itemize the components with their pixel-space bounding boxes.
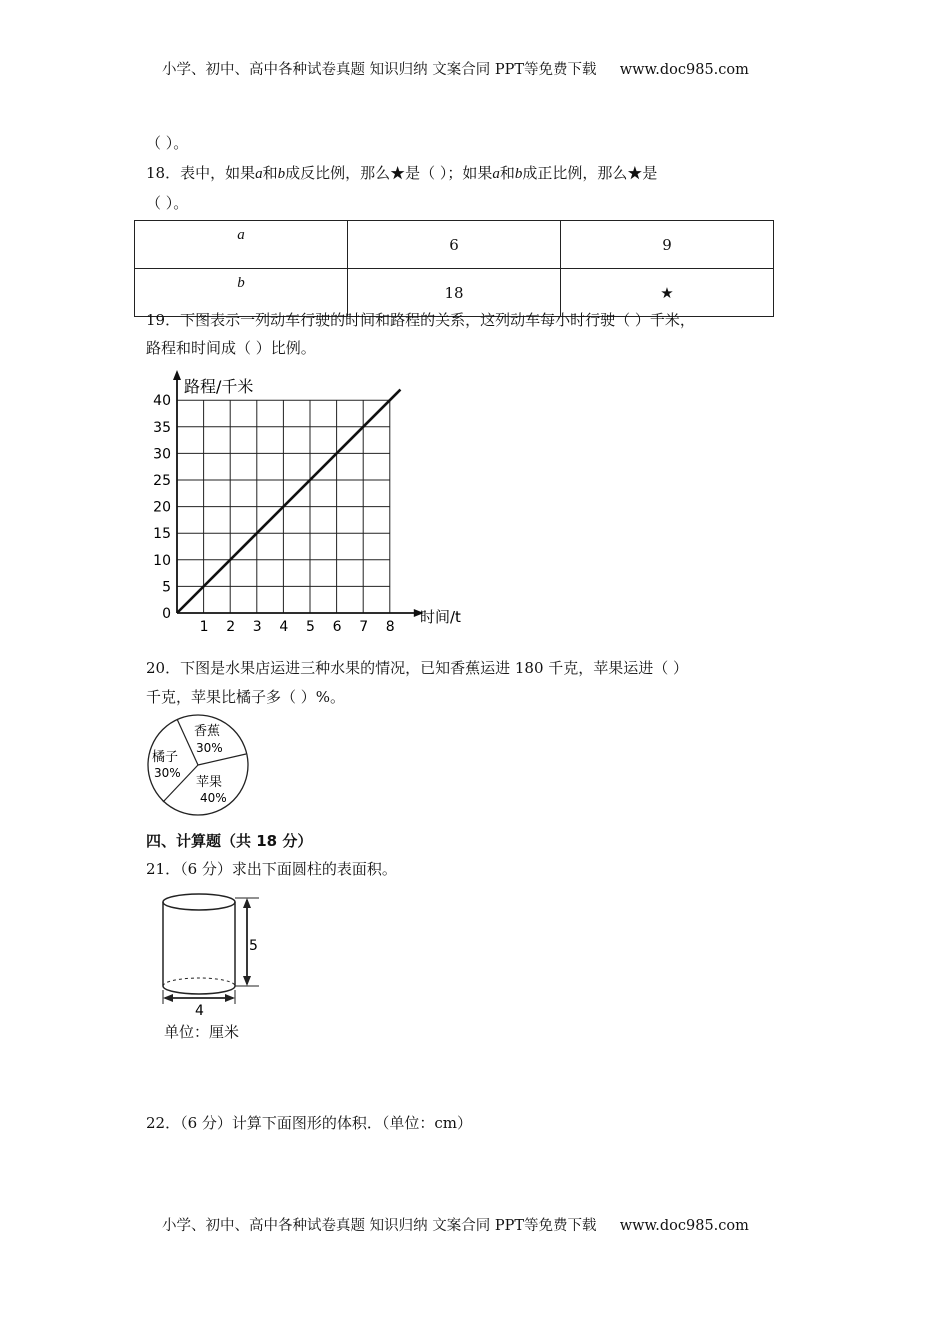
height-label: 5 [249,938,258,954]
series-line [177,390,400,613]
y-tick-label: 30 [153,446,171,463]
chart-line [177,390,400,613]
x-tick-label: 4 [279,619,289,635]
y-tick-label: 25 [153,473,171,489]
q20-line1: 20．下图是水果店运进三种水果的情况，已知香蕉运进 180 千克，苹果运进（ ） [146,659,689,677]
chart-ylabel: 路程/千米 [184,377,254,396]
distance-time-chart [140,368,480,638]
fruit-pie-chart [142,710,254,820]
table-cell: a [135,221,348,269]
q18-table [134,220,774,317]
pie-pct-apple: 40% [200,791,227,805]
table-cell: 9 [561,221,774,269]
cylinder-top [163,894,235,910]
q18-var-b2: b [514,166,523,182]
x-tick-label: 3 [252,619,262,635]
pie-divider-2 [198,754,246,765]
q21-text: 21．（6 分）求出下面圆柱的表面积。 [146,860,397,878]
q19-line1: 19．下图表示一列动车行驶的时间和路程的关系，这列动车每小时行驶（ ）千米， [146,311,695,329]
y-tick-label: 0 [162,606,171,622]
cylinder-bottom-hidden [163,978,235,986]
q18-text-1: 18．表中，如果 [146,164,256,182]
pie-pct-orange: 30% [154,766,181,780]
y-tick-label: 5 [162,579,171,596]
table-cell: 6 [348,221,561,269]
table-cell: ★ [561,269,774,317]
pie-pct-banana: 30% [196,741,223,755]
page-header [162,58,749,79]
pie-label-orange: 橘子 [152,750,179,765]
q18-text-3: 成正比例，那么★是 [522,164,658,182]
y-tick-label: 35 [153,419,171,436]
cylinder-figure [155,890,275,1020]
chart-xlabel: 时间/t [420,608,461,626]
q19-line2: 路程和时间成（ ）比例。 [146,339,316,357]
q18-text-2: 成反比例，那么★是（ ）；如果 [285,164,493,182]
diam-arrow-right-icon [225,994,235,1002]
q18-and-2: 和 [499,164,515,182]
table-cell: b [135,269,348,317]
diameter-label: 4 [195,1003,204,1019]
q18-line2: （ ）。 [146,194,189,212]
x-tick-label: 5 [306,619,315,635]
table-cell: 18 [348,269,561,317]
q20-line2: 千克，苹果比橘子多（ ）%。 [146,688,346,706]
x-tick-label: 7 [359,619,369,635]
y-tick-label: 15 [153,526,171,543]
header-text: 小学、初中、高中各种试卷真题 知识归纳 文案合同 PPT等免费下载 [162,62,597,78]
footer-text: 小学、初中、高中各种试卷真题 知识归纳 文案合同 PPT等免费下载 [162,1218,597,1234]
x-tick-label: 1 [199,619,209,635]
y-tick-label: 20 [153,499,171,516]
q18-var-a2: a [492,166,500,182]
y-tick-label: 10 [153,552,171,569]
x-tick-label: 8 [385,619,395,635]
q22-text: 22．（6 分）计算下面图形的体积．（单位：cm） [146,1114,473,1132]
table-row [135,221,774,269]
x-tick-label: 2 [226,619,236,635]
x-tick-label: 6 [332,619,342,635]
height-arrow-up-icon [243,898,251,908]
carry-over-blank: （ ）。 [146,134,189,152]
section-title: 四、计算题（共 18 分） [146,832,313,850]
diam-arrow-left-icon [163,994,173,1002]
q18-var-a: a [255,166,263,182]
y-tick-label: 40 [153,393,171,410]
pie-label-banana: 香蕉 [194,724,221,739]
q18-and-1: 和 [262,164,278,182]
q18-line1 [146,162,657,183]
height-arrow-down-icon [243,976,251,986]
y-axis-arrow-icon [173,370,181,380]
footer-url[interactable]: www.doc985.com [619,1218,749,1234]
q18-var-b: b [277,166,286,182]
page-footer [162,1214,749,1235]
header-url[interactable]: www.doc985.com [619,62,749,78]
q21-unit: 单位：厘米 [164,1023,240,1041]
cylinder-bottom [163,986,235,994]
chart-ticks [153,393,395,635]
pie-label-apple: 苹果 [196,775,223,790]
